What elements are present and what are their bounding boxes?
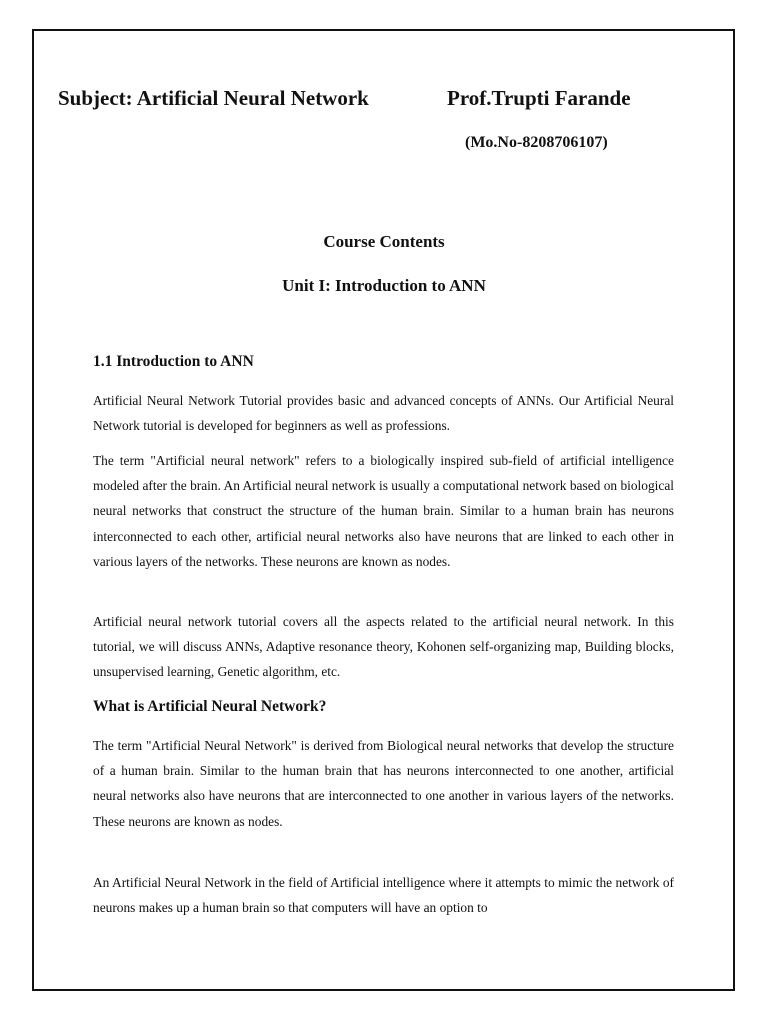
paragraph-intro-3: Artificial neural network tutorial covers all the aspects related to the artificial neural network. In this tutorial, we will discuss ANNs, Adaptive resonance theory, Kohonen self-organizing map, Building blocks, unsupervised learning, Genetic algorithm, etc. bbox=[93, 614, 674, 680]
subject-title: Subject: Artificial Neural Network bbox=[58, 86, 369, 110]
course-contents-heading: Course Contents bbox=[323, 232, 445, 251]
mobile-number: (Mo.No-8208706107) bbox=[465, 134, 608, 151]
paragraph-what-is-1: The term "Artificial Neural Network" is derived from Biological neural networks that develop the structure of a human brain. Similar to the human brain that has neurons interconnected to one another, artificial neural networks also have neurons that are interconnected to one another in various layers of the networks. These neurons are known as nodes. bbox=[93, 738, 674, 829]
document-header bbox=[58, 86, 698, 116]
professor-name: Prof.Trupti Farande bbox=[447, 86, 631, 110]
paragraph-intro-2: The term "Artificial neural network" refers to a biologically inspired sub-field of artificial intelligence modeled after the brain. An Artificial neural network is usually a computational network based on biological neural networks that construct the structure of the human brain. Similar to a human brain has neurons interconnected to each other, artificial neural networks also have neurons that are linked to each other in various layers of the networks. These neurons are known as nodes. bbox=[93, 453, 674, 569]
paragraph-intro-1: Artificial Neural Network Tutorial provides basic and advanced concepts of ANNs. Our Artificial Neural Network tutorial is developed for beginners as well as professions. bbox=[93, 393, 674, 434]
unit-title: Unit I: Introduction to ANN bbox=[282, 276, 486, 295]
section-heading-what-is-ann: What is Artificial Neural Network? bbox=[93, 698, 327, 715]
section-heading-intro: 1.1 Introduction to ANN bbox=[93, 353, 254, 370]
paragraph-what-is-2: An Artificial Neural Network in the field of Artificial intelligence where it attempts to mimic the network of neurons makes up a human brain so that computers will have an option to bbox=[93, 875, 674, 916]
